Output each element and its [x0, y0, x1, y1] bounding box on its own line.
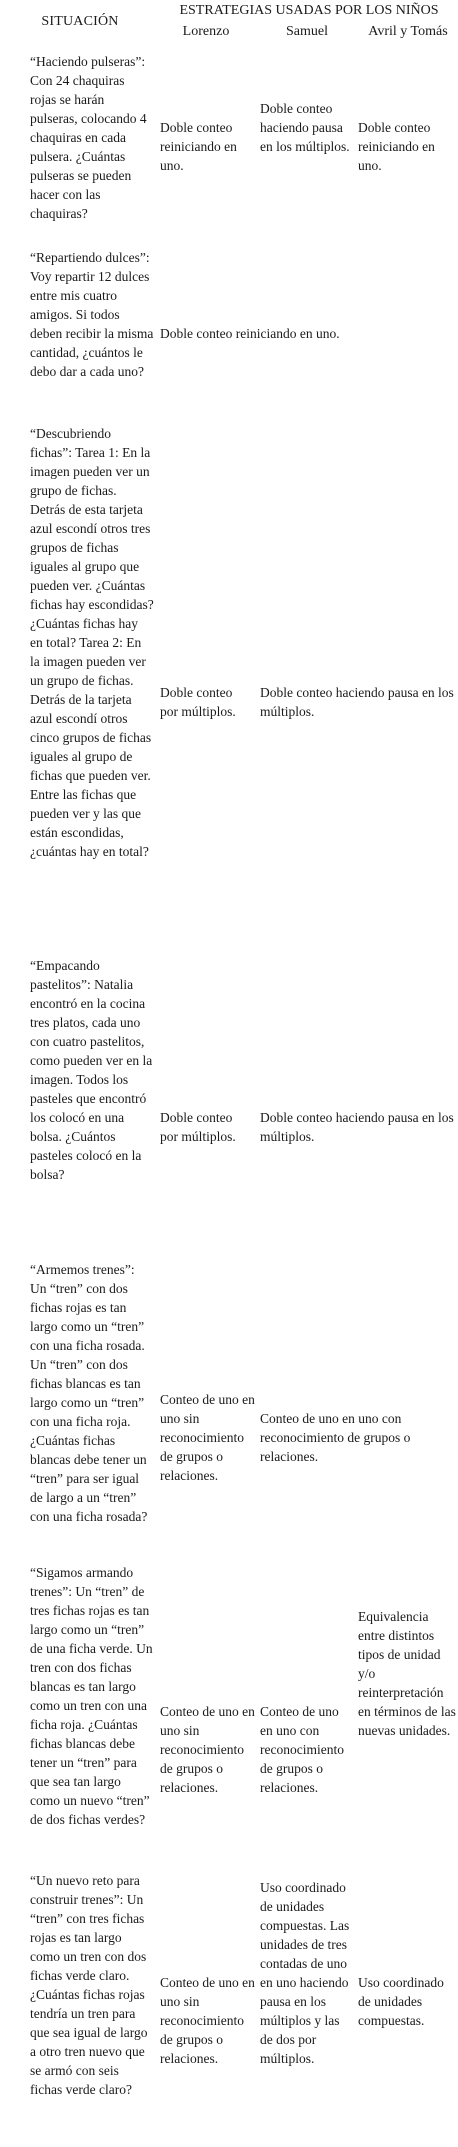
strategy-lorenzo-row3: Doble conteo por múltiplos.: [160, 685, 236, 719]
strategy-samuel-avril-tomas-row3: Doble conteo haciendo pausa en los múltiplos.: [260, 685, 454, 719]
column-header-strategies: ESTRATEGIAS USADAS POR LOS NIÑOS: [179, 3, 439, 18]
column-header-samuel: Samuel: [286, 24, 328, 39]
strategy-lorenzo-row5: Conteo de uno en uno sin reconocimiento de grupos o relaciones.: [160, 1392, 255, 1483]
situation-armemos-trenes: “Armemos trenes”: Un “tren” con dos fichas rojas es tan largo como un “tren” con una ficha rosada. Un “tren” con dos fichas blancas es tan largo como un “tren” con una ficha roja. ¿Cuántas fichas blancas debe tener un “tren” para ser igual de largo a un “tren” con una ficha rosada?: [30, 1262, 148, 1524]
strategy-lorenzo-row4: Doble conteo por múltiplos.: [160, 1110, 236, 1144]
strategy-samuel-avril-tomas-row4: Doble conteo haciendo pausa en los múltiplos.: [260, 1110, 454, 1144]
column-header-avril-tomas: Avril y Tomás: [368, 24, 448, 39]
situation-empacando-pastelitos: “Empacando pastelitos”: Natalia encontró en la cocina tres platos, cada uno con cuatro pastelitos, como pueden ver en la imagen. Todos los pasteles que encontró los colocó en una bolsa. ¿Cuántos pasteles colocó en la bolsa?: [30, 958, 153, 1182]
strategy-lorenzo-row6: Conteo de uno en uno sin reconocimiento de grupos o relaciones.: [160, 1704, 255, 1795]
column-header-lorenzo: Lorenzo: [182, 24, 230, 39]
situation-nuevo-reto-trenes: “Un nuevo reto para construir trenes”: Un “tren” con tres fichas rojas es tan largo como un tren con dos fichas verde claro. ¿Cuántas fichas rojas tendría un tren para que sea igual de largo a otro tren nuevo que se armó con seis fichas verde claro?: [30, 1873, 148, 2097]
strategy-samuel-row6: Conteo de uno en uno con reconocimiento de grupos o relaciones.: [260, 1704, 344, 1795]
strategy-lorenzo-row1: Doble conteo reiniciando en uno.: [160, 120, 237, 173]
situation-repartiendo-dulces: “Repartiendo dulces”: Voy repartir 12 dulces entre mis cuatro amigos. Si todos deben recibir la misma cantidad, ¿cuántos le debo dar a cada uno?: [30, 250, 154, 379]
strategy-all-row2: Doble conteo reiniciando en uno.: [160, 326, 340, 341]
strategy-avril-tomas-row7: Uso coordinado de unidades compuestas.: [358, 1975, 444, 2028]
strategy-samuel-avril-tomas-row5: Conteo de uno en uno con reconocimiento de grupos o relaciones.: [260, 1411, 411, 1464]
situation-haciendo-pulseras: “Haciendo pulseras”: Con 24 chaquiras rojas se harán pulseras, colocando 4 chaquiras en cada pulsera. ¿Cuántas pulseras se pueden hacer con las chaquiras?: [30, 54, 147, 221]
strategy-avril-tomas-row1: Doble conteo reiniciando en uno.: [358, 120, 435, 173]
strategy-samuel-row7: Uso coordinado de unidades compuestas. Las unidades de tres contadas de uno en uno haciendo pausa en los múltiplos y las de dos por múltiplos.: [260, 1880, 350, 2066]
column-header-situation: SITUACIÓN: [41, 14, 119, 29]
strategy-avril-tomas-row6: Equivalencia entre distintos tipos de unidad y/o reinterpretación en términos de las nuevas unidades.: [358, 1609, 456, 1738]
situation-descubriendo-fichas: “Descubriendo fichas”: Tarea 1: En la imagen pueden ver un grupo de fichas. Detrás de esta tarjeta azul escondí otros tres grupos de fichas iguales al grupo que pueden ver. ¿Cuántas fichas hay escondidas? ¿Cuántas fichas hay en total? Tarea 2: En la imagen pueden ver un grupo de fichas. Detrás de la tarjeta azul escondí otros cinco grupos de fichas iguales al grupo de fichas que pueden ver. Entre las fichas que pueden ver y las que están escondidas, ¿cuántas hay en total?: [30, 426, 154, 859]
strategy-samuel-row1: Doble conteo haciendo pausa en los múltiplos.: [260, 101, 350, 154]
strategy-lorenzo-row7: Conteo de uno en uno sin reconocimiento de grupos o relaciones.: [160, 1975, 255, 2066]
situation-sigamos-armando-trenes: “Sigamos armando trenes”: Un “tren” de tres fichas rojas es tan largo como un “tren” de una ficha verde. Un tren con dos fichas blancas es tan largo como un tren con una ficha roja. ¿Cuántas fichas blancas debe tener un “tren” para que sea tan largo como un nuevo “tren” de dos fichas verdes?: [30, 1565, 153, 1827]
